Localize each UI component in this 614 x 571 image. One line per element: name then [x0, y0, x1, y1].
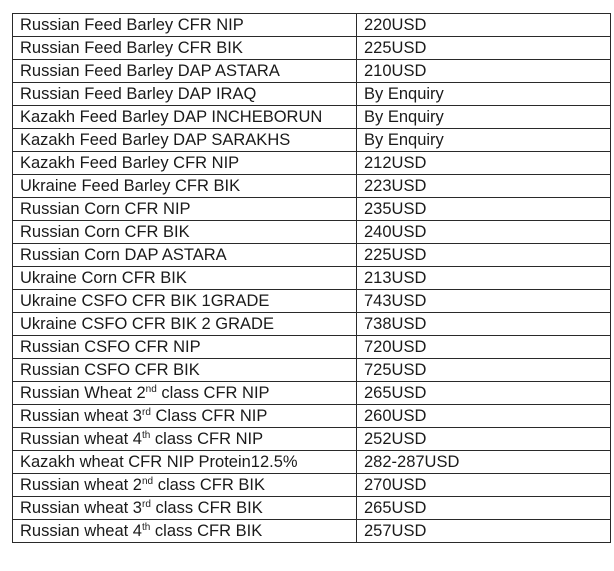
product-cell — [13, 267, 357, 290]
product-name: Kazakh Feed Barley CFR NIP — [20, 154, 240, 172]
price-cell — [357, 221, 611, 244]
product-cell — [13, 60, 357, 83]
price-value: 213USD — [364, 269, 427, 287]
table-row — [13, 336, 611, 359]
product-name: Kazakh Feed Barley DAP SARAKHS — [20, 131, 291, 149]
price-value: By Enquiry — [364, 85, 444, 103]
product-name-start: Russian wheat 4 — [20, 430, 142, 448]
product-cell — [13, 244, 357, 267]
price-cell — [357, 106, 611, 129]
product-name-start: Russian wheat 3 — [20, 499, 142, 517]
price-value: 270USD — [364, 476, 427, 494]
product-name-end: class CFR BIK — [150, 522, 263, 540]
table-row — [13, 267, 611, 290]
product-cell — [13, 37, 357, 60]
product-name: Russian Feed Barley DAP IRAQ — [20, 85, 257, 103]
table-row — [13, 221, 611, 244]
price-cell — [357, 198, 611, 221]
product-name: Russian Corn CFR NIP — [20, 200, 191, 218]
price-cell — [357, 497, 611, 520]
product-cell — [13, 106, 357, 129]
price-list-sheet — [12, 13, 602, 543]
product-name: Russian CSFO CFR BIK — [20, 361, 200, 379]
price-value: 223USD — [364, 177, 427, 195]
price-value: By Enquiry — [364, 131, 444, 149]
table-row — [13, 359, 611, 382]
product-cell — [13, 290, 357, 313]
price-value: 212USD — [364, 154, 427, 172]
price-cell — [357, 474, 611, 497]
product-cell — [13, 14, 357, 37]
product-name-start: Russian wheat 3 — [20, 407, 142, 425]
price-cell — [357, 83, 611, 106]
product-cell — [13, 175, 357, 198]
price-cell — [357, 152, 611, 175]
table-row — [13, 106, 611, 129]
price-value: 225USD — [364, 39, 427, 57]
price-value: 260USD — [364, 407, 427, 425]
table-row — [13, 129, 611, 152]
price-cell — [357, 267, 611, 290]
price-value: 743USD — [364, 292, 427, 310]
product-name: Russian Corn DAP ASTARA — [20, 246, 227, 264]
product-name: Russian CSFO CFR NIP — [20, 338, 201, 356]
table-row — [13, 520, 611, 543]
price-cell — [357, 175, 611, 198]
product-name-end: Class CFR NIP — [150, 407, 268, 425]
table-row — [13, 474, 611, 497]
price-cell — [357, 520, 611, 543]
product-name-start: Russian wheat 4 — [20, 522, 142, 540]
product-name: Ukraine Feed Barley CFR BIK — [20, 177, 241, 195]
product-cell — [13, 520, 357, 543]
table-row — [13, 60, 611, 83]
ordinal-suffix: nd — [145, 384, 157, 395]
table-row — [13, 497, 611, 520]
price-cell — [357, 405, 611, 428]
product-name-start: Russian Wheat 2 — [20, 384, 146, 402]
product-cell — [13, 313, 357, 336]
product-cell — [13, 405, 357, 428]
product-cell — [13, 474, 357, 497]
price-value: 252USD — [364, 430, 427, 448]
price-cell — [357, 313, 611, 336]
price-cell — [357, 336, 611, 359]
price-cell — [357, 244, 611, 267]
price-table-body — [13, 14, 611, 543]
price-value: 257USD — [364, 522, 427, 540]
price-cell — [357, 359, 611, 382]
product-name: Russian Feed Barley CFR NIP — [20, 16, 244, 34]
product-name: Russian Feed Barley DAP ASTARA — [20, 62, 280, 80]
ordinal-suffix: nd — [142, 476, 154, 487]
price-value: By Enquiry — [364, 108, 444, 126]
table-row — [13, 14, 611, 37]
table-row — [13, 83, 611, 106]
price-value: 738USD — [364, 315, 427, 333]
product-name: Ukraine Corn CFR BIK — [20, 269, 187, 287]
product-name: Russian Feed Barley CFR BIK — [20, 39, 243, 57]
product-cell — [13, 152, 357, 175]
price-cell — [357, 14, 611, 37]
price-value: 282-287USD — [364, 453, 460, 471]
product-cell — [13, 382, 357, 405]
table-row — [13, 382, 611, 405]
price-value: 210USD — [364, 62, 427, 80]
price-value: 235USD — [364, 200, 427, 218]
product-name: Russian Corn CFR BIK — [20, 223, 190, 241]
product-cell — [13, 336, 357, 359]
table-row — [13, 428, 611, 451]
price-table — [12, 13, 611, 543]
price-value: 265USD — [364, 384, 427, 402]
ordinal-suffix: rd — [142, 407, 151, 418]
table-row — [13, 313, 611, 336]
product-cell — [13, 497, 357, 520]
price-value: 240USD — [364, 223, 427, 241]
table-row — [13, 37, 611, 60]
product-name: Kazakh Feed Barley DAP INCHEBORUN — [20, 108, 323, 126]
product-cell — [13, 129, 357, 152]
product-name: Ukraine CSFO CFR BIK 2 GRADE — [20, 315, 274, 333]
price-value: 725USD — [364, 361, 427, 379]
table-row — [13, 405, 611, 428]
product-cell — [13, 359, 357, 382]
product-cell — [13, 428, 357, 451]
price-cell — [357, 290, 611, 313]
table-row — [13, 451, 611, 474]
product-name-end: class CFR BIK — [150, 499, 263, 517]
price-value: 720USD — [364, 338, 427, 356]
table-row — [13, 152, 611, 175]
price-value: 220USD — [364, 16, 427, 34]
price-cell — [357, 37, 611, 60]
product-cell — [13, 221, 357, 244]
product-cell — [13, 83, 357, 106]
price-value: 265USD — [364, 499, 427, 517]
product-name-end: class CFR NIP — [156, 384, 270, 402]
price-cell — [357, 451, 611, 474]
product-name: Kazakh wheat CFR NIP Protein12.5% — [20, 453, 298, 471]
price-value: 225USD — [364, 246, 427, 264]
table-row — [13, 290, 611, 313]
product-cell — [13, 198, 357, 221]
table-row — [13, 175, 611, 198]
price-cell — [357, 382, 611, 405]
product-name-start: Russian wheat 2 — [20, 476, 142, 494]
price-cell — [357, 428, 611, 451]
ordinal-suffix: th — [142, 522, 151, 533]
price-cell — [357, 129, 611, 152]
ordinal-suffix: th — [142, 430, 151, 441]
ordinal-suffix: rd — [142, 499, 151, 510]
table-row — [13, 198, 611, 221]
table-row — [13, 244, 611, 267]
product-name: Ukraine CSFO CFR BIK 1GRADE — [20, 292, 270, 310]
product-name-end: class CFR NIP — [150, 430, 264, 448]
product-name-end: class CFR BIK — [153, 476, 265, 494]
price-cell — [357, 60, 611, 83]
product-cell — [13, 451, 357, 474]
